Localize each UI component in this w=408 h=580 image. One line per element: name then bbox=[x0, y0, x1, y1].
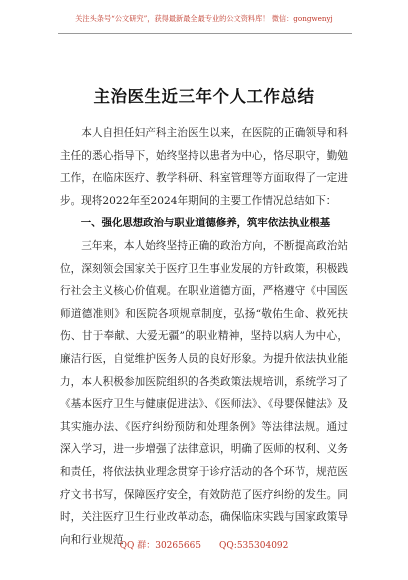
document-body bbox=[60, 122, 348, 551]
header-divider bbox=[58, 33, 352, 34]
footer bbox=[0, 540, 408, 552]
footer-qq-group: QQ 群：30265665 bbox=[119, 541, 202, 551]
section-heading-1: 一、强化思想政治与职业道德修养，筑牢依法执业根基 bbox=[80, 217, 331, 230]
section-1-paragraph: 三年来，本人始终坚持正确的政治方向，不断提高政治站位，深刻领会国家关于医疗卫生事业发展的方针政策，积极践行社会主义核心价值观。在职业道德方面，严格遵守《中国医师道德准则》和医院各项规章制度，弘扬“敬佑生命、救死扶伤、甘于奉献、大爱无疆”的职业精神，坚持以病人为中心，廉洁行医，自觉维护医务人员的良好形象。为提升依法执业能力，本人积极参加医院组织的各类政策法规培训，系统学习了《基本医疗卫生与健康促进法》、《医师法》、《母婴保健法》及其实施办法、《医疗纠纷预防和处理条例》等法律法规。通过深入学习，进一步增强了法律意识，明确了医师的权利、义务和责任，将依法执业理念贯穿于诊疗活动的各个环节，规范医疗文书书写，保障医疗安全，有效防范了医疗纠纷的发生。同时，关注医疗卫生行业改革动态，确保临床实践与国家政策导向和行业规范 bbox=[60, 239, 348, 546]
intro-paragraph: 本人自担任妇产科主治医生以来，在医院的正确领导和科主任的悉心指导下，始终坚持以患者为中心，恪尽职守，勤勉工作，在临床医疗、教学科研、科室管理等方面取得了一定进步。现将2022年至2024年期间的主要工作情况总结如下： bbox=[60, 127, 348, 207]
footer-qq-number: QQ:535304092 bbox=[219, 541, 289, 551]
page-title: 主治医生近三年个人工作总结 bbox=[93, 87, 315, 106]
header-note: 关注头条号“公文研究”，获得最新最全最专业的公文资料库！ 微信：gongwenyj bbox=[75, 14, 333, 23]
